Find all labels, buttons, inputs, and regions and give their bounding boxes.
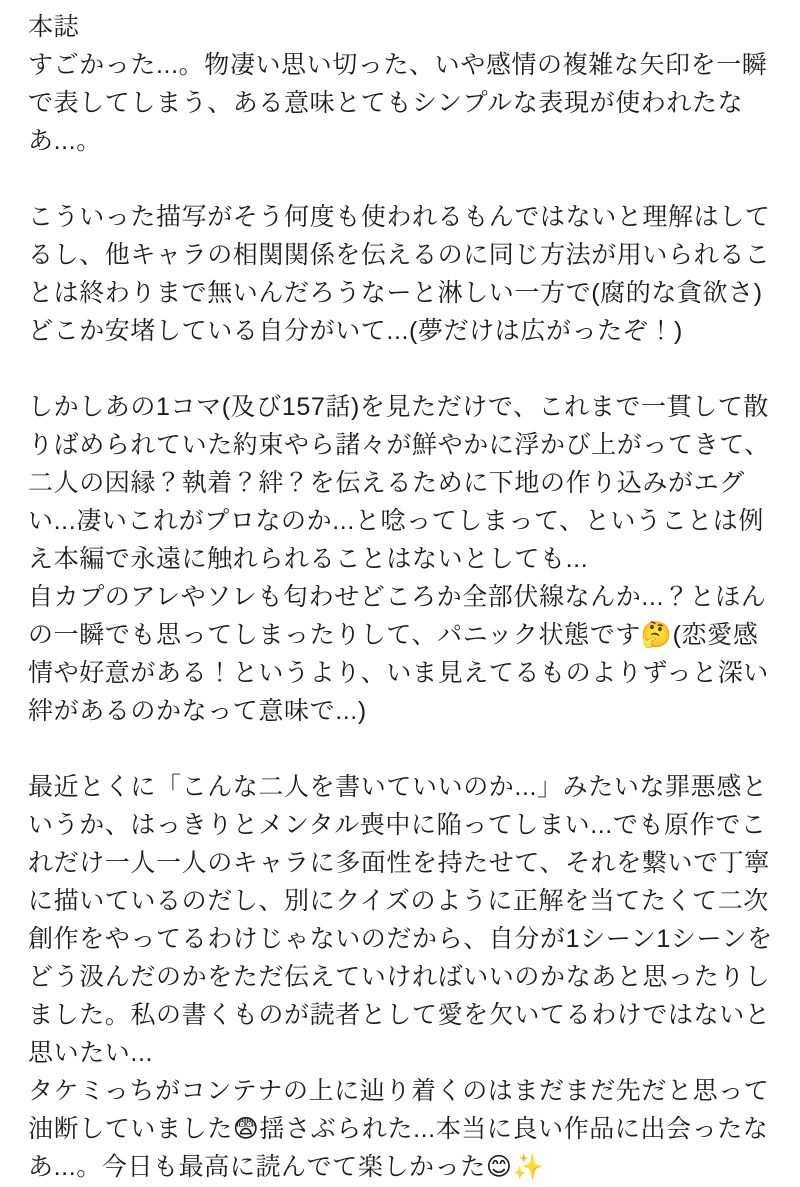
text-line: いうか、はっきりとメンタル喪中に陥ってしまい...でも原作でこ: [28, 811, 767, 839]
text-line: どう汲んだのかをただ伝えていければいいのかなあと思ったりし: [28, 963, 771, 991]
text-line: あ...。: [28, 127, 102, 155]
text-line: 油断していました😨揺さぶられた...本当に良い作品に出会ったな: [28, 1115, 769, 1143]
text-line: 情や好意がある！というより、いま見えてるものよりずっと深い: [28, 659, 769, 687]
text-line: で表してしまう、ある意味とてもシンプルな表現が使われたな: [28, 89, 744, 117]
text-line: の一瞬でも思ってしまったりして、パニック状態です🤔(恋愛感: [28, 621, 759, 649]
text-line: こういった描写がそう何度も使われるもんではないと理解はして: [28, 203, 771, 231]
text-line: 創作をやってるわけじゃないのだから、自分が1シーン1シーンを: [28, 925, 773, 953]
text-line: るし、他キャラの相関関係を伝えるのに同じ方法が用いられるこ: [28, 241, 771, 269]
text-line: 最近とくに「こんな二人を書いていいのか...」みたいな罪悪感と: [28, 773, 768, 801]
text-line: い...凄いこれがプロなのか...と唸ってしまって、ということは例: [28, 507, 764, 535]
text-line: 絆があるのかなって意味で...): [28, 697, 367, 725]
text-line: ました。私の書くものが読者として愛を欠いてるわけではないと: [28, 1001, 771, 1029]
blank-line: [28, 730, 784, 768]
text-line: どこか安堵している自分がいて...(夢だけは広がったぞ！): [28, 317, 683, 345]
text-line: とは終わりまで無いんだろうなーと淋しい一方で(腐的な貪欲さ): [28, 279, 763, 307]
blank-line: [28, 160, 784, 198]
text-line: タケミっちがコンテナの上に辿り着くのはまだまだ先だと思って: [28, 1077, 770, 1105]
text-line: しかしあの1コマ(及び157話)を見ただけで、これまで一貫して散: [28, 393, 769, 421]
text-line: れだけ一人一人のキャラに多面性を持たせて、それを繋いで丁寧: [28, 849, 770, 877]
text-line: え本編で永遠に触れられることはないとしても...: [28, 545, 589, 573]
text-line: に描いているのだし、別にクイズのように正解を当てたくて二次: [28, 887, 769, 915]
text-line: 本誌: [28, 13, 80, 41]
text-line: りばめられていた約束やら諸々が鮮やかに浮かび上がってきて、: [28, 431, 770, 459]
text-line: 自カプのアレやソレも匂わせどころか全部伏線なんか...？とほん: [28, 583, 767, 611]
text-line: 思いたい...: [28, 1039, 154, 1067]
blank-line: [28, 350, 784, 388]
text-line: 二人の因縁？執着？絆？を伝えるために下地の作り込みがエグ: [28, 469, 745, 497]
text-line: すごかった...。物凄い思い切った、いや感情の複雑な矢印を一瞬: [28, 51, 768, 79]
text-line: あ...。今日も最高に読んでて楽しかった😊✨: [28, 1153, 545, 1181]
